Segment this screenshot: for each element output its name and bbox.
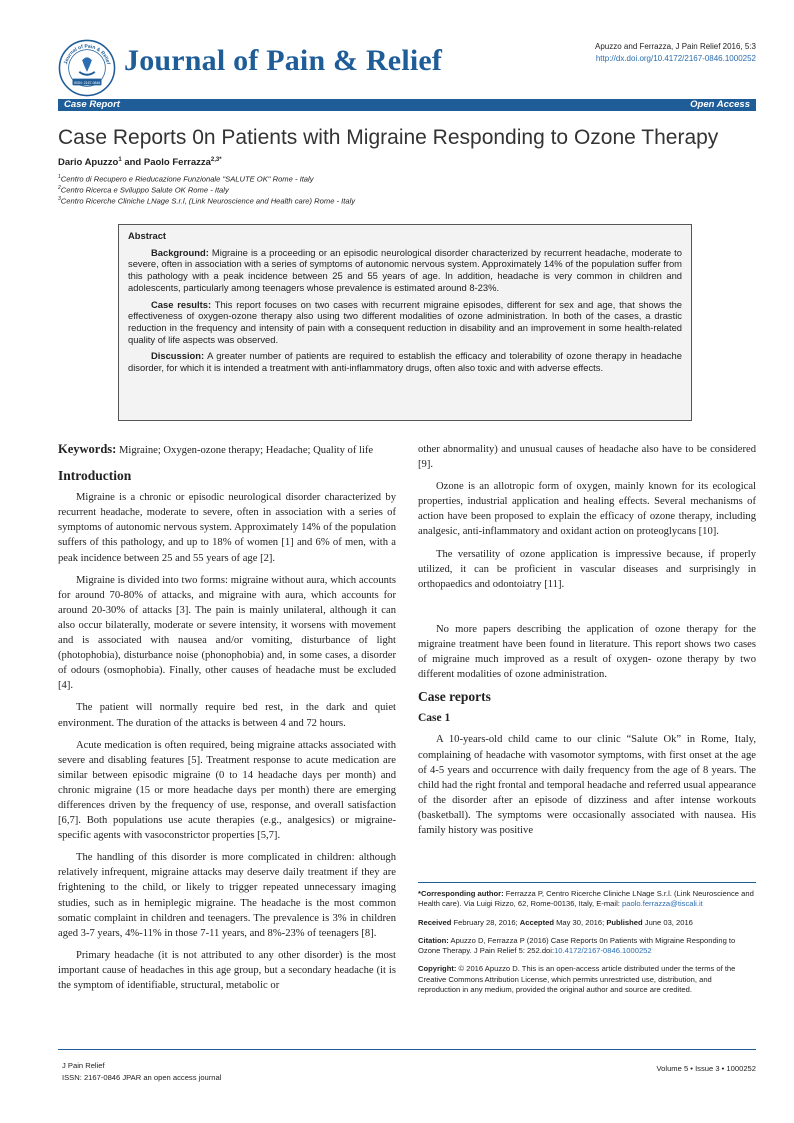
- footnote-block: [418, 882, 756, 1003]
- author-name: Dario Apuzzo: [58, 157, 119, 169]
- paragraph: A 10-years-old child came to our clinic “Salute Ok” in Rome, Italy, complaining of headache with vasomotor symptoms, with first onset at the age of 4-5 years and occurrence with daily frequency from the age of 8 years. The child had the right frontal and temporal headache and referred usual appearance of the disorder after an episode of dizziness and after intense workouts (basketball). The symptoms were occasionally associated with nausea. His family history was positive: [418, 734, 756, 836]
- abstract-results: Case results: This report focuses on two cases with recurrent migraine episodes, different for sex and age, that shows the effectiveness of oxygen-ozone therapy also using two different modalities of ozone administration. In both of the cases, a drastic reduction in the frequency and intensity of pain with a consequent reduction in disability and an improvement in some health-related quality of life aspects was observed.: [128, 298, 683, 345]
- paragraph: Acute medication is often required, being migraine attacks associated with severe and disabling features [5]. Treatment response to acute medication are similar between episodic migraine (0 to 14 headache days per month) and chronic migraine (15 or more headache days per month) there are emerging differences driven by the frequency of use, response, and overall satisfaction [6,7]. Both populations use acute therapies (e.g., analgesics) or migraine-specific agents with vasoconstrictor properties [5,7].: [58, 739, 396, 842]
- section-bar: [58, 99, 756, 111]
- abstract-heading: Abstract: [128, 230, 167, 241]
- abstract-discussion: Discussion: A greater number of patients are required to establish the efficacy and tolerability of ozone therapy in headache disorder, for which it is intended a treatment with anti-inflammatory drugs, often also toxic and with adverse effects.: [128, 350, 682, 374]
- corresponding-author: *Corresponding author: Ferrazza P, Centro Ricerche Cliniche LNage S.r.l. (Link Neuroscience and Health care). Via Luigi Rizzo, 62, Rome-00136, Italy, E-mail: paolo.ferrazza@tiscali.it: [418, 889, 754, 909]
- abstract-box: [118, 224, 692, 421]
- email-link[interactable]: paolo.ferrazza@tiscali.it: [622, 899, 703, 909]
- section-label: Case Report: [64, 99, 120, 110]
- paragraph: The patient will normally require bed rest, in the dark and quiet environment. The duration of the attacks is between 4 and 72 hours.: [58, 702, 396, 729]
- section-heading-case-reports: Case reports: [418, 689, 491, 705]
- right-column: [418, 442, 756, 845]
- author-sup: 1: [118, 157, 122, 163]
- affiliation: $^2$Centro Ricerca e Sviluppo Salute OK Rome - Italy: [58, 185, 229, 195]
- open-access-label: Open Access: [690, 99, 750, 110]
- journal-logo: [58, 39, 116, 97]
- author-name: Paolo Ferrazza: [143, 157, 211, 169]
- subheading-case-1: Case 1: [418, 712, 451, 725]
- paragraph: Migraine is a chronic or episodic neurological disorder characterized by recurrent headache, moderate to severe, often in association with a series of symptoms of autonomic nervous system. Approximately 14% of the population suffers of this pathology, and up to 18% of women [1] and 6% of men, with a peak incidence between 25 and 55 years of age [2].: [58, 492, 396, 564]
- affiliation: $^3$Centro Ricerche Cliniche LNage S.r.l, (Link Neuroscience and Health care) Rome - Italy: [58, 196, 356, 206]
- abstract-background: Background: Migraine is a proceeding or an episodic neurological disorder characterized by recurrent headache, moderate to severe, often in association with a series of symptoms of autonomic nervous system. Approximately 14% of the population suffer from this pathology with a peak incidence between 25 and 55 years of age. In addition, headache is very common in children and adolescents, particularly among teenagers whose prevalence is estimated around 8-23%.: [128, 246, 682, 293]
- author-list: [58, 157, 222, 168]
- citation-doi-link[interactable]: 10.4172/2167-0846.1000252: [554, 946, 652, 956]
- logo-text: Journal of Pain & Relief: [63, 43, 111, 66]
- paragraph: No more papers describing the application of ozone therapy for the migraine treatment have been found in literature. This report shows two cases of migraine much improved as a result of oxygen- ozone therapy by two different modalities of ozone administration.: [418, 623, 756, 681]
- citation-line: Apuzzo and Ferrazza, J Pain Relief 2016, 5:3: [595, 42, 756, 51]
- logo-issn: ISSN: 2167-0846: [73, 80, 101, 85]
- article-title: Case Reports 0n Patients with Migraine Responding to Ozone Therapy: [58, 126, 719, 149]
- author-sup: 2,3*: [210, 157, 222, 163]
- section-heading-introduction: Introduction: [58, 468, 132, 484]
- journal-title: Journal of Pain & Relief: [124, 44, 443, 77]
- paragraph: The versatility of ozone application is impressive because, if properly utilized, it can be proficient in vascular diseases and surprisingly in orthopaedics and odontoiatry [11].: [418, 548, 756, 590]
- footer-journal: J Pain Relief: [62, 1061, 105, 1070]
- paragraph: Primary headache (it is not attributed to any other disorder) is the most important cause of headaches in this age group, but a secondary headache (it is the symptom of identifiable, structural, metabolic or: [58, 949, 396, 991]
- footer-issn: ISSN: 2167-0846 JPAR an open access journal: [62, 1073, 222, 1082]
- paragraph: other abnormality) and unusual causes of headache also have to be considered [9].: [418, 444, 756, 471]
- footer-divider: [58, 1049, 756, 1050]
- copyright-note: Copyright: © 2016 Apuzzo D. This is an open-access article distributed under the terms of the Creative Commons Attribution License, which permits unrestricted use, distribution, and reproduction in any medium, provided the original author and source are credited.: [418, 964, 736, 995]
- affiliation: $^1$Centro di Recupero e Rieducazione Funzionale "SALUTE OK" Rome - Italy: [58, 174, 314, 184]
- paragraph: The handling of this disorder is more complicated in children: although relatively infrequent, migraine attacks may deserve daily treatment if they are frightening to the child, or likely to trigger repeated unnecessary imaging studies, such as in hemiplegic migraine. The headache is the most common somatic complaint in children and teenagers. The prevalence is 3% in children aged 3-7 years, 4%-11% in those 7-11 years, and 8%-23% of teenagers [8].: [58, 852, 396, 939]
- dates: Received February 28, 2016; Accepted May 30, 2016; Published June 03, 2016: [418, 917, 693, 927]
- paragraph: Migraine is divided into two forms: migraine without aura, which accounts for around 70-80% of attacks, and migraine with aura, which accounts for around 20-30% of attacks [3]. The pain is mainly unilateral, although it can also occur bilaterally, moderate or severe intensity, it worsens with movement and is associated with nausea and/or vomiting, disturbance of light (photophobia), disturbance noise (phonophobia) and, in some cases, a disorder of odours (osmophobia). Finally, other causes of headache must be excluded [4].: [58, 574, 396, 692]
- footer-volume: Volume 5 • Issue 3 • 1000252: [656, 1064, 756, 1073]
- citation-note: Citation: Apuzzo D, Ferrazza P (2016) Case Reports 0n Patients with Migraine Responding to Ozone Therapy. J Pain Relief 5: 252.doi:10.4172/2167-0846.1000252: [418, 935, 736, 956]
- paragraph: Ozone is an allotropic form of oxygen, mainly known for its ecological properties, industrial application and healing effects. Several mechanisms of action have been proposed to explain the efficacy of ozone therapy, including analgesic, anti-inflammatory and oxidant action on proteoglycans [10].: [418, 481, 756, 538]
- doi-link[interactable]: http://dx.doi.org/10.4172/2167-0846.1000252: [595, 54, 756, 63]
- header-citation: [595, 41, 756, 65]
- keywords: Keywords: Migraine; Oxygen-ozone therapy; Headache; Quality of life: [58, 442, 374, 456]
- left-column: [58, 442, 396, 1000]
- author-and: and: [124, 157, 142, 169]
- footer-left: [62, 1060, 221, 1084]
